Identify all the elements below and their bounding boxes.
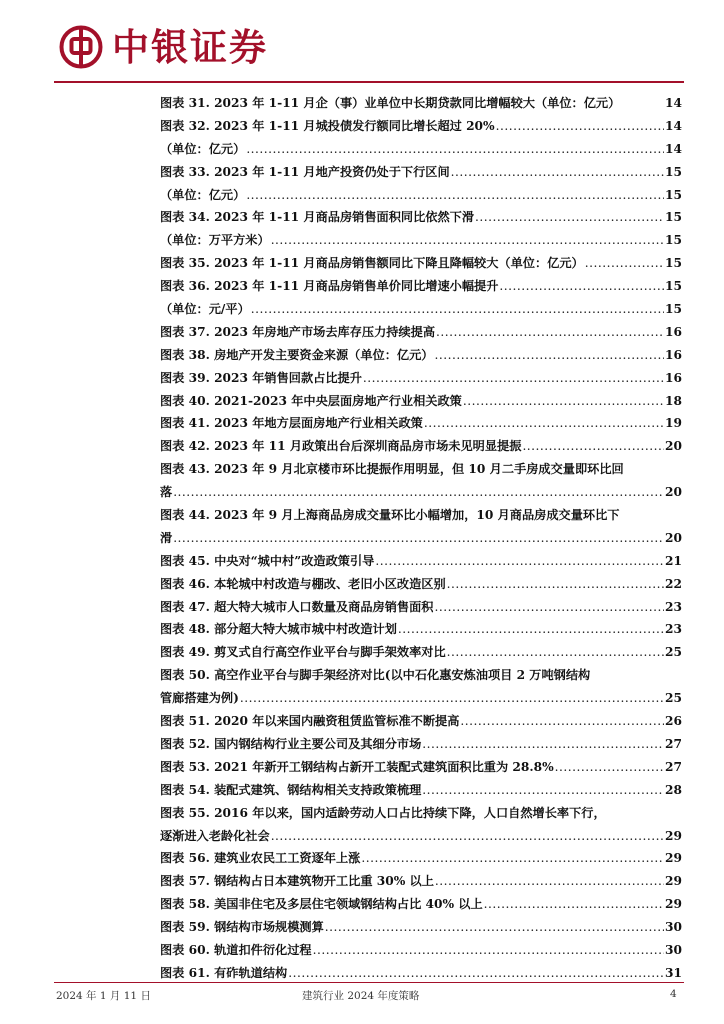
dot-leader	[240, 687, 664, 710]
toc-entry-page: 15	[665, 256, 682, 271]
dot-leader	[451, 161, 664, 184]
toc-entry[interactable]	[160, 779, 682, 802]
toc-entry-title: 图表 53. 2021 年新开工钢结构占新开工装配式建筑面积比重为 28.8%	[160, 759, 554, 774]
toc-entry[interactable]	[160, 481, 682, 504]
dot-leader	[475, 206, 664, 229]
toc-entry-title: 图表 59. 钢结构市场规模测算	[160, 920, 324, 935]
toc-entry-page: 29	[665, 897, 682, 912]
dot-leader	[522, 435, 664, 458]
toc-entry[interactable]	[160, 756, 682, 779]
toc-entry-title: 图表 33. 2023 年 1-11 月地产投资仍处于下行区间	[160, 164, 450, 179]
toc-entry-page: 21	[665, 553, 682, 568]
toc-entry-page: 20	[665, 485, 682, 500]
toc-entry-title: 图表 54. 装配式建筑、钢结构相关支持政策梳理	[160, 782, 422, 797]
toc-entry-title: 图表 39. 2023 年销售回款占比提升	[160, 370, 362, 385]
toc-entry-page: 26	[665, 714, 682, 729]
toc-entry[interactable]	[160, 573, 682, 596]
toc-entry-title: （单位：亿元）	[160, 187, 246, 202]
toc-entry-page: 25	[665, 645, 682, 660]
dot-leader	[246, 184, 664, 207]
toc-entry-title: 图表 41. 2023 年地方层面房地产行业相关政策	[160, 416, 423, 431]
toc-entry-page: 15	[665, 210, 682, 225]
dot-leader	[434, 344, 664, 367]
dot-leader	[422, 779, 664, 802]
toc-entry-page: 16	[665, 324, 682, 339]
dot-leader	[447, 641, 664, 664]
toc-entry[interactable]	[160, 664, 682, 687]
toc-entry-title: 图表 57. 钢结构占日本建筑物开工比重 30% 以上	[160, 874, 434, 889]
footer-divider	[54, 982, 684, 983]
toc-entry[interactable]	[160, 367, 682, 390]
toc-entry[interactable]	[160, 504, 682, 527]
dot-leader	[271, 825, 664, 848]
toc-entry[interactable]	[160, 161, 682, 184]
toc-entry-title: 图表 49. 剪叉式自行高空作业平台与脚手架效率对比	[160, 645, 446, 660]
dot-leader	[313, 939, 664, 962]
toc-entry[interactable]	[160, 344, 682, 367]
toc-entry[interactable]	[160, 802, 682, 825]
figure-index-list	[160, 92, 682, 985]
toc-entry[interactable]	[160, 184, 682, 207]
toc-entry-title: 图表 61. 有砟轨道结构	[160, 965, 288, 980]
dot-leader	[173, 527, 664, 550]
toc-entry-page: 14	[665, 118, 682, 133]
toc-entry-page: 31	[665, 965, 682, 980]
toc-entry-title: 图表 43. 2023 年 9 月北京楼市环比提振作用明显，但 10 月二手房成交量即环比回	[160, 462, 624, 477]
toc-entry-title: 管廊搭建为例)	[160, 691, 239, 706]
toc-entry-title: 图表 44. 2023 年 9 月上海商品房成交量环比小幅增加，10 月商品房成交量环比下	[160, 508, 620, 523]
dot-leader	[496, 115, 664, 138]
dot-leader	[460, 710, 664, 733]
toc-entry[interactable]	[160, 870, 682, 893]
toc-entry[interactable]	[160, 275, 682, 298]
toc-entry-title: 图表 36. 2023 年 1-11 月商品房销售单价同比增速小幅提升	[160, 279, 499, 294]
toc-entry-title: 图表 47. 超大特大城市人口数量及商品房销售面积	[160, 599, 434, 614]
toc-entry-page: 30	[665, 920, 682, 935]
toc-entry[interactable]	[160, 596, 682, 619]
toc-entry[interactable]	[160, 390, 682, 413]
toc-entry[interactable]	[160, 115, 682, 138]
header-divider	[54, 81, 684, 83]
toc-entry-title: 图表 56. 建筑业农民工工资逐年上涨	[160, 851, 361, 866]
page-header	[0, 0, 724, 90]
toc-entry-page: 22	[665, 576, 682, 591]
toc-entry[interactable]	[160, 252, 682, 275]
dot-leader	[271, 229, 664, 252]
toc-entry-page: 20	[665, 530, 682, 545]
toc-entry-page: 16	[665, 347, 682, 362]
toc-entry-title: 图表 34. 2023 年 1-11 月商品房销售面积同比依然下滑	[160, 210, 475, 225]
toc-entry-title: 逐渐进入老龄化社会	[160, 828, 270, 843]
toc-entry-title: 图表 42. 2023 年 11 月政策出台后深圳商品房市场未见明显提振	[160, 439, 522, 454]
footer-report-title: 建筑行业 2024 年度策略	[302, 990, 420, 1002]
toc-entry-page: 23	[665, 599, 682, 614]
toc-entry[interactable]	[160, 847, 682, 870]
toc-entry-title: 图表 55. 2016 年以来，国内适龄劳动人口占比持续下降，人口自然增长率下行，	[160, 805, 606, 820]
dot-leader	[585, 252, 664, 275]
toc-entry-title: 落	[160, 485, 173, 500]
dot-leader	[398, 618, 664, 641]
toc-entry[interactable]	[160, 733, 682, 756]
toc-entry[interactable]	[160, 618, 682, 641]
toc-entry[interactable]	[160, 916, 682, 939]
toc-entry[interactable]	[160, 939, 682, 962]
toc-entry[interactable]	[160, 229, 682, 252]
toc-entry-title: 图表 37. 2023 年房地产市场去库存压力持续提高	[160, 324, 436, 339]
toc-entry-page: 20	[665, 439, 682, 454]
toc-entry-page: 15	[665, 302, 682, 317]
dot-leader	[361, 847, 664, 870]
dot-leader	[434, 596, 664, 619]
toc-entry[interactable]	[160, 458, 682, 481]
toc-entry[interactable]	[160, 298, 682, 321]
toc-entry-title: 图表 45. 中央对“城中村”改造政策引导	[160, 553, 375, 568]
toc-entry-title: 图表 48. 部分超大特大城市城中村改造计划	[160, 622, 397, 637]
dot-leader	[555, 756, 664, 779]
dot-leader	[363, 367, 664, 390]
toc-entry-page: 30	[665, 942, 682, 957]
dot-leader	[424, 412, 664, 435]
dot-leader	[246, 138, 664, 161]
toc-entry-title: 图表 50. 高空作业平台与脚手架经济对比(以中石化惠安炼油项目 2 万吨钢结构	[160, 668, 591, 683]
toc-entry[interactable]	[160, 412, 682, 435]
toc-entry-page: 14	[665, 141, 682, 156]
footer-page-number: 4	[670, 988, 677, 1000]
dot-leader	[422, 733, 664, 756]
dot-leader	[436, 321, 664, 344]
dot-leader	[435, 870, 664, 893]
footer-date: 2024 年 1 月 11 日	[56, 990, 151, 1002]
toc-entry[interactable]	[160, 321, 682, 344]
toc-entry-page: 15	[665, 279, 682, 294]
toc-entry-title: 图表 60. 轨道扣件衍化过程	[160, 942, 312, 957]
toc-entry-page: 27	[665, 759, 682, 774]
toc-entry[interactable]	[160, 825, 682, 848]
toc-entry-page: 14	[665, 96, 682, 110]
dot-leader	[463, 390, 664, 413]
toc-entry-title: 图表 31. 2023 年 1-11 月企（事）业单位中长期贷款同比增幅较大（单位：亿元）	[160, 96, 621, 110]
toc-entry-page: 29	[665, 851, 682, 866]
toc-entry-title: 图表 35. 2023 年 1-11 月商品房销售额同比下降且降幅较大（单位：亿元）	[160, 256, 584, 271]
toc-entry-page: 19	[665, 416, 682, 431]
toc-entry[interactable]	[160, 527, 682, 550]
toc-entry-page: 28	[665, 782, 682, 797]
toc-entry-title: 图表 51. 2020 年以来国内融资租赁监管标准不断提高	[160, 714, 460, 729]
toc-entry[interactable]	[160, 435, 682, 458]
dot-leader	[251, 298, 664, 321]
toc-entry-page: 15	[665, 233, 682, 248]
toc-entry-page: 27	[665, 736, 682, 751]
toc-entry[interactable]	[160, 138, 682, 161]
toc-entry-title: 图表 52. 国内钢结构行业主要公司及其细分市场	[160, 736, 422, 751]
toc-entry-page: 15	[665, 187, 682, 202]
toc-entry[interactable]	[160, 92, 682, 115]
toc-entry-title: 图表 58. 美国非住宅及多层住宅领域钢结构占比 40% 以上	[160, 897, 483, 912]
dot-leader	[375, 550, 664, 573]
dot-leader	[173, 481, 664, 504]
bank-of-china-logo-icon	[59, 25, 103, 69]
toc-entry-title: 图表 32. 2023 年 1-11 月城投债发行额同比增长超过 20%	[160, 118, 495, 133]
toc-entry[interactable]	[160, 550, 682, 573]
toc-entry-title: （单位：元/平）	[160, 302, 250, 317]
dot-leader	[484, 893, 664, 916]
toc-entry-title: 图表 46. 本轮城中村改造与棚改、老旧小区改造区别	[160, 576, 446, 591]
toc-entry[interactable]	[160, 687, 682, 710]
toc-entry[interactable]	[160, 206, 682, 229]
toc-entry-title: 图表 40. 2021-2023 年中央层面房地产行业相关政策	[160, 393, 462, 408]
toc-entry-title: （单位：万平方米）	[160, 233, 270, 248]
toc-entry-title: 图表 38. 房地产开发主要资金来源（单位：亿元）	[160, 347, 434, 362]
toc-entry-page: 23	[665, 622, 682, 637]
toc-entry-page: 25	[665, 691, 682, 706]
toc-entry-title: （单位：亿元）	[160, 141, 246, 156]
toc-entry-page: 15	[665, 164, 682, 179]
toc-entry-page: 18	[665, 393, 682, 408]
dot-leader	[499, 275, 664, 298]
toc-entry-page: 29	[665, 874, 682, 889]
dot-leader	[447, 573, 664, 596]
dot-leader	[325, 916, 664, 939]
toc-entry-page: 16	[665, 370, 682, 385]
toc-entry-page: 29	[665, 828, 682, 843]
toc-entry[interactable]	[160, 710, 682, 733]
toc-entry[interactable]	[160, 641, 682, 664]
toc-entry-title: 滑	[160, 530, 173, 545]
toc-entry[interactable]	[160, 893, 682, 916]
brand-name: 中银证券	[112, 25, 268, 69]
